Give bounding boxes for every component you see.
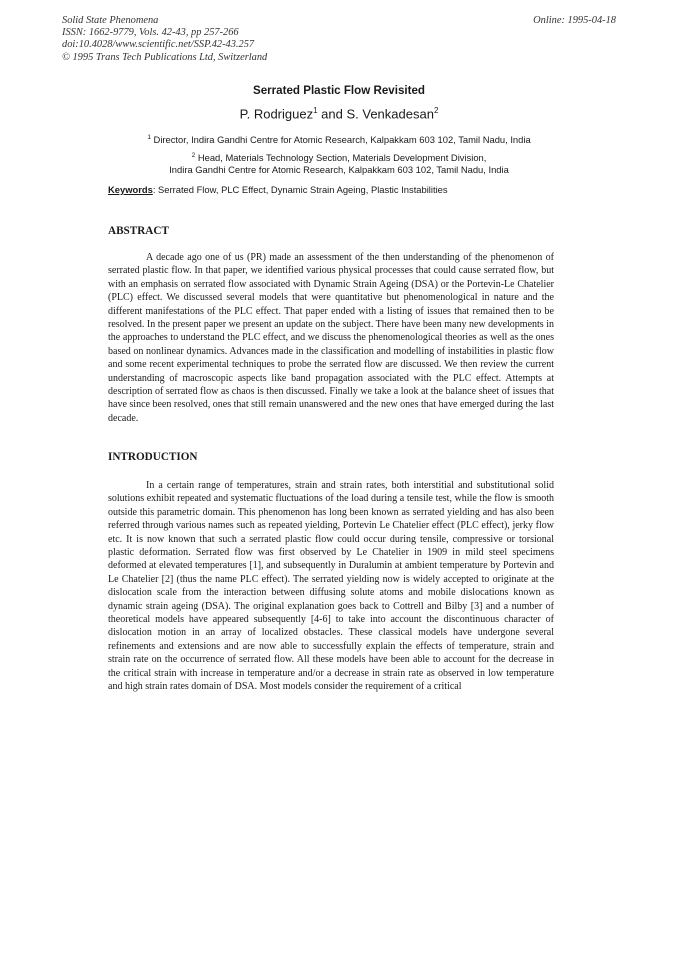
affiliation-line: [80, 150, 598, 164]
affiliation-line: Indira Gandhi Centre for Atomic Research, Kalpakkam 603 102, Tamil Nadu, India: [169, 164, 509, 176]
author-name: S. Venkadesan: [346, 106, 434, 122]
affiliation-mark: 2: [191, 152, 196, 159]
affiliation-1: [80, 132, 598, 146]
author-line: [90, 106, 588, 121]
affiliation-mark: 1: [147, 134, 151, 141]
issn-line: ISSN: 1662-9779, Vols. 42-43, pp 257-266: [62, 27, 239, 39]
author-name: P. Rodriguez: [239, 106, 314, 122]
abstract-paragraph: A decade ago one of us (PR) made an assessment of the then understanding of the phenomenon of serrated plastic flow. In that paper, we identified various physical processes that could cause serrated flow, but with an emphasis on serrated flow associated with Dynamic Strain Ageing (DSA) or the Portevin-Le Chatelier (PLC) effect. We discussed several models that were quantitative but phenomenological in nature and the different manifestations of the PLC effect. That paper ended with a listing of issues that remained then to be resolved. In the present paper we present an update on the subject. There have been many new developments in the approaches to understand the PLC effect, and we discuss the phenomenological theories as well as the ones based on nonlinear dynamics. Advances made in the classification and modelling of instabilities in plastic flow and some recent experimental techniques to probe the serrated flow are discussed. We then review the current understanding of macroscopic aspects like band propagation associated with the PLC effect. Attempts at description of serrated flow as chaos is then discussed. Finally we take a look at the balance sheet of issues that have since been resolved, ones that still remain unanswered and the new ones that have emerged during the last decade.: [108, 252, 554, 424]
affiliation-text: Director, Indira Gandhi Centre for Atomic Research, Kalpakkam 603 102, Tamil Nadu, India: [150, 134, 531, 146]
paper-title: Serrated Plastic Flow Revisited: [252, 84, 426, 97]
affiliation-text: Head, Materials Technology Section, Materials Development Division,: [195, 152, 487, 164]
keywords-label: Keywords: [108, 184, 153, 195]
copyright-line: © 1995 Trans Tech Publications Ltd, Switzerland: [62, 51, 268, 63]
affiliation-mark: 2: [433, 106, 439, 115]
title-block: [90, 84, 588, 121]
online-date: Online: 1995-04-18: [533, 15, 616, 26]
introduction-paragraph: In a certain range of temperatures, strain and strain rates, both interstitial and substitutional solid solutions exhibit repeated and systematic fluctuations of the load during a tensile test, while the flow is smooth outside this parametric domain. This phenomenon has long been known as serrated yielding and has also been referred through various names such as repeated yielding, Portevin Le Chatelier effect (PLC effect), jerky flow etc. It is now known that such a serrated plastic flow could occur during tensile, compressive or torsional plastic deformation. Serrated flow was first observed by Le Chatelier in 1909 in mild steel specimens deformed at elevated temperatures [1], and subsequently in Duralumin at ambient temperature by Portevin and Le Chatelier [2] (thus the name PLC effect). The serrated yielding now is widely accepted to originate at the dislocation scale from the interaction between diffusing solute atoms and mobile dislocations known as dynamic strain ageing (DSA). The original explanation goes back to Cottrell and Bilby [3] and a number of theoretical models have appeared subsequently [4-6] to take into account the discontinuous character of dislocation motion in an array of localized obstacles. These classical models have undergone several refinements and extensions and are now able to successfully explain the effects of temperature, strain and strain rate on the occurrence of serrated flow. All these models have been able to account for the decrease in the critical strain with increase in temperature and/or a decrease in strain rate as observed in low temperature and high strain rates domain of DSA. Most models consider the requirement of a critical: [108, 480, 554, 693]
author-separator: and: [317, 106, 347, 122]
page-header: [62, 15, 616, 64]
affiliation-mark: 1: [313, 106, 318, 115]
introduction-heading: INTRODUCTION: [108, 451, 198, 463]
abstract-heading: ABSTRACT: [108, 225, 169, 237]
keywords-text: : Serrated Flow, PLC Effect, Dynamic Strain Ageing, Plastic Instabilities: [152, 184, 448, 195]
affiliation-2: [80, 150, 598, 176]
doi-line: doi:10.4028/www.scientific.net/SSP.42-43.257: [62, 39, 255, 51]
journal-name: Solid State Phenomena: [62, 15, 159, 26]
keywords-line: [108, 184, 448, 195]
